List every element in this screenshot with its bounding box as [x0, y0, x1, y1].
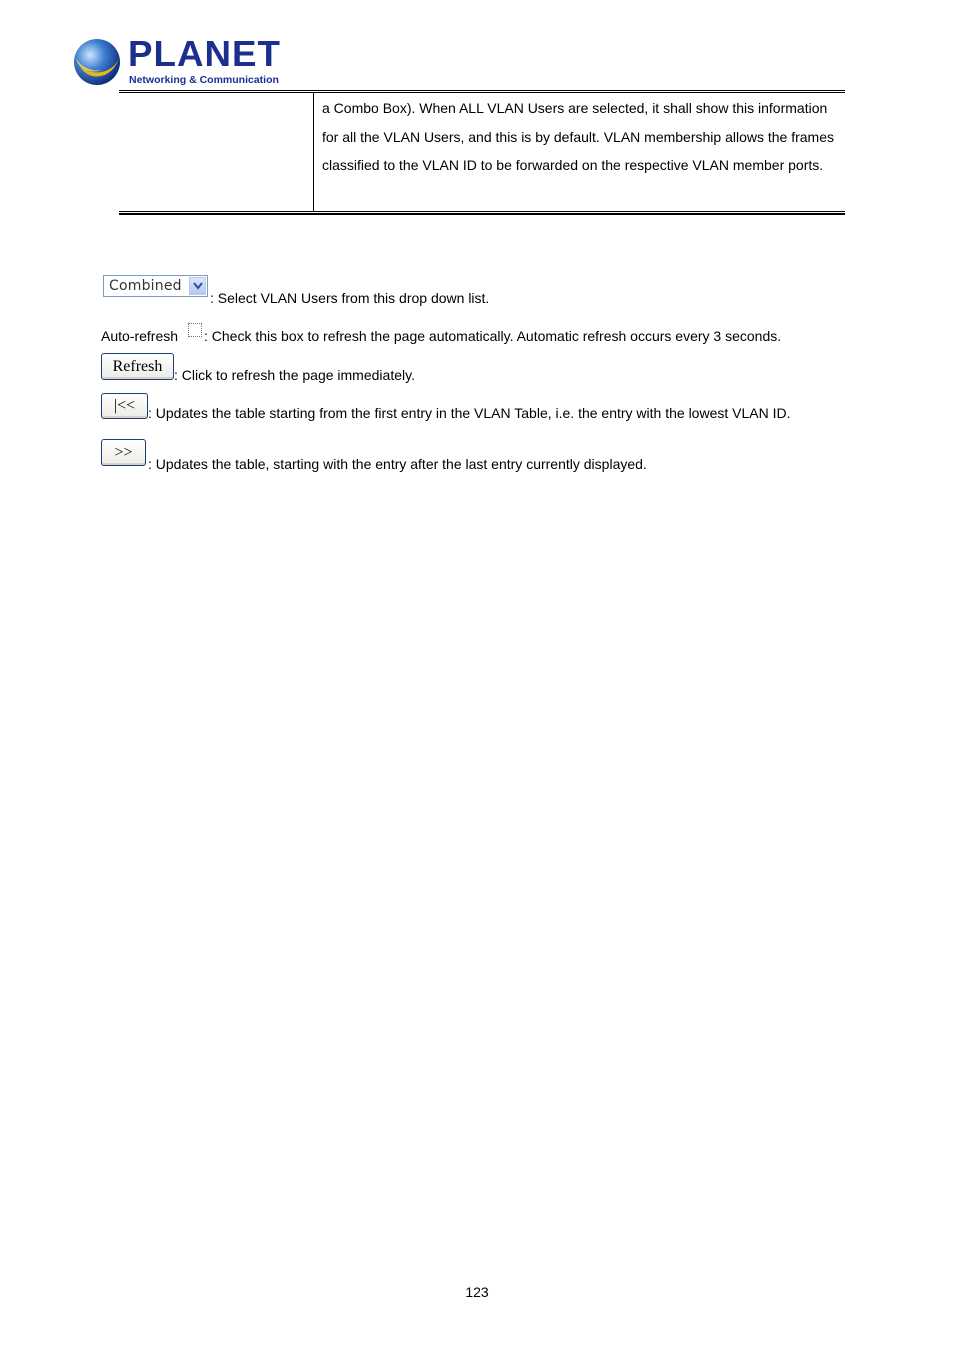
- logo-tagline: Networking & Communication: [129, 74, 279, 86]
- vlan-user-select-desc: : Select VLAN Users from this drop down list.: [210, 290, 490, 306]
- table-rule: [119, 211, 845, 212]
- vlan-user-select[interactable]: [103, 275, 208, 297]
- page-number: 123: [465, 1284, 489, 1300]
- refresh-button[interactable]: Refresh: [101, 353, 174, 380]
- table-rule: [119, 92, 845, 93]
- chevron-down-icon[interactable]: [189, 277, 206, 295]
- globe-icon: [72, 36, 124, 88]
- table-rule: [119, 213, 845, 215]
- next-page-button[interactable]: >>: [101, 439, 146, 466]
- vlan-user-select-value: Combined: [109, 278, 182, 294]
- table-cell-description: a Combo Box). When ALL VLAN Users are selected, it shall show this information for all the VLAN Users, and this is by default. VLAN membership allows the frames classified to the VLAN ID to be forwarded on the respective VLAN member ports.: [322, 100, 834, 174]
- table-rule: [119, 90, 845, 91]
- autorefresh-label: Auto-refresh: [101, 328, 179, 344]
- autorefresh-desc: : Check this box to refresh the page automatically. Automatic refresh occurs every 3 seconds.: [204, 328, 782, 344]
- first-page-button[interactable]: |<<: [101, 393, 148, 419]
- refresh-desc: : Click to refresh the page immediately.: [174, 367, 415, 383]
- table-column-divider: [313, 93, 314, 211]
- logo-wordmark: PLANET: [128, 33, 281, 74]
- next-page-desc: : Updates the table, starting with the entry after the last entry currently displayed.: [148, 456, 647, 472]
- autorefresh-checkbox[interactable]: [188, 323, 202, 337]
- planet-logo: [72, 33, 281, 90]
- first-page-desc: : Updates the table starting from the first entry in the VLAN Table, i.e. the entry with the lowest VLAN ID.: [148, 405, 791, 421]
